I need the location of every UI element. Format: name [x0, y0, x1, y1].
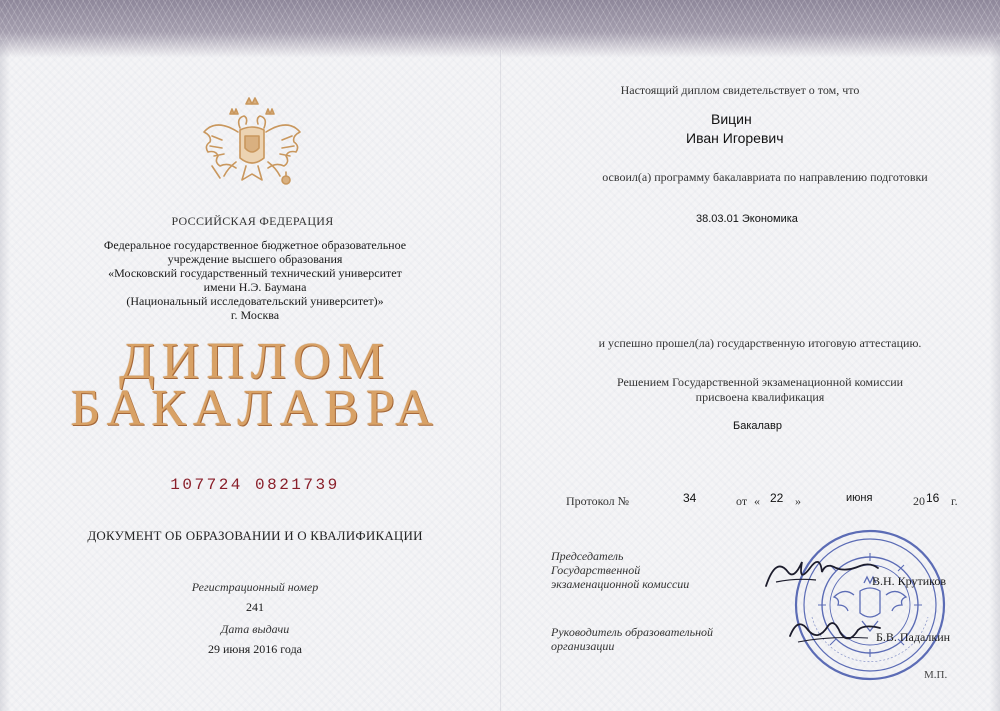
coat-of-arms-emblem [196, 92, 308, 204]
official-seal-stamp [790, 525, 950, 685]
institution-line: (Национальный исследовательский университет)» [126, 294, 384, 308]
institution-line: Федеральное государственное бюджетное образовательное [103, 238, 407, 252]
institution-city: г. Москва [230, 308, 280, 322]
rector-role-line: организации [551, 639, 615, 653]
graduate-surname: Вицин [711, 111, 752, 127]
protocol-month: июня [846, 492, 873, 504]
program-mastered-text: освоил(а) программу бакалавриата по направлению подготовки [602, 170, 928, 184]
graduate-given-names: Иван Игоревич [686, 130, 784, 146]
protocol-from-label: от [736, 494, 748, 508]
chair-role [551, 549, 741, 591]
attestation-text: и успешно прошел(ла) государственную итоговую аттестацию. [598, 336, 922, 350]
protocol-year-unit: г. [951, 494, 958, 508]
decision-text [560, 375, 960, 405]
seal-place-label: М.П. [924, 669, 948, 681]
institution-name [70, 238, 440, 322]
protocol-day: 22 [770, 491, 784, 505]
protocol-year-suffix: 16 [926, 491, 940, 505]
chair-role-line: Государственной [551, 563, 641, 577]
rector-role [551, 625, 761, 653]
rector-signature [786, 612, 886, 648]
chair-role-line: Председатель [551, 549, 624, 563]
institution-line: «Московский государственный технический университет [108, 266, 402, 280]
protocol-quote-close: » [795, 494, 801, 508]
protocol-year-prefix: 20 [913, 494, 925, 508]
chair-signature [762, 556, 882, 592]
registration-label: Регистрационный номер [191, 580, 319, 594]
issue-date-label: Дата выдачи [220, 622, 290, 636]
qualification: Бакалавр [733, 420, 783, 432]
page-shadow-right [990, 40, 1000, 711]
rector-role-line: Руководитель образовательной [551, 625, 714, 639]
country-name: РОССИЙСКАЯ ФЕДЕРАЦИЯ [171, 214, 334, 228]
institution-line: имени Н.Э. Баумана [203, 280, 307, 294]
protocol-label: Протокол № [566, 494, 630, 508]
chair-name: В.Н. Крутиков [872, 574, 947, 588]
page-shadow-left [0, 40, 10, 711]
diploma-title-line2: БАКАЛАВРА [70, 380, 440, 437]
protocol-number: 34 [683, 491, 697, 505]
intro-text: Настоящий диплом свидетельствует о том, что [620, 83, 860, 97]
document-type: ДОКУМЕНТ ОБ ОБРАЗОВАНИИ И О КВАЛИФИКАЦИИ [87, 528, 423, 543]
rector-name: Б.В. Падалкин [876, 630, 951, 644]
registration-number: 241 [246, 600, 264, 614]
decision-line: Решением Государственной экзаменационной комиссии [616, 375, 904, 389]
program-name: 38.03.01 Экономика [696, 213, 798, 225]
decision-line: присвоена квалификация [695, 390, 825, 404]
chair-role-line: экзаменационной комиссии [551, 577, 690, 591]
serial-number: 107724 0821739 [170, 476, 340, 494]
protocol-quote-open: « [754, 494, 760, 508]
diploma-title-line1: ДИПЛОМ [119, 333, 391, 390]
institution-line: учреждение высшего образования [167, 252, 343, 266]
center-fold [500, 50, 502, 711]
issue-date: 29 июня 2016 года [207, 642, 303, 656]
